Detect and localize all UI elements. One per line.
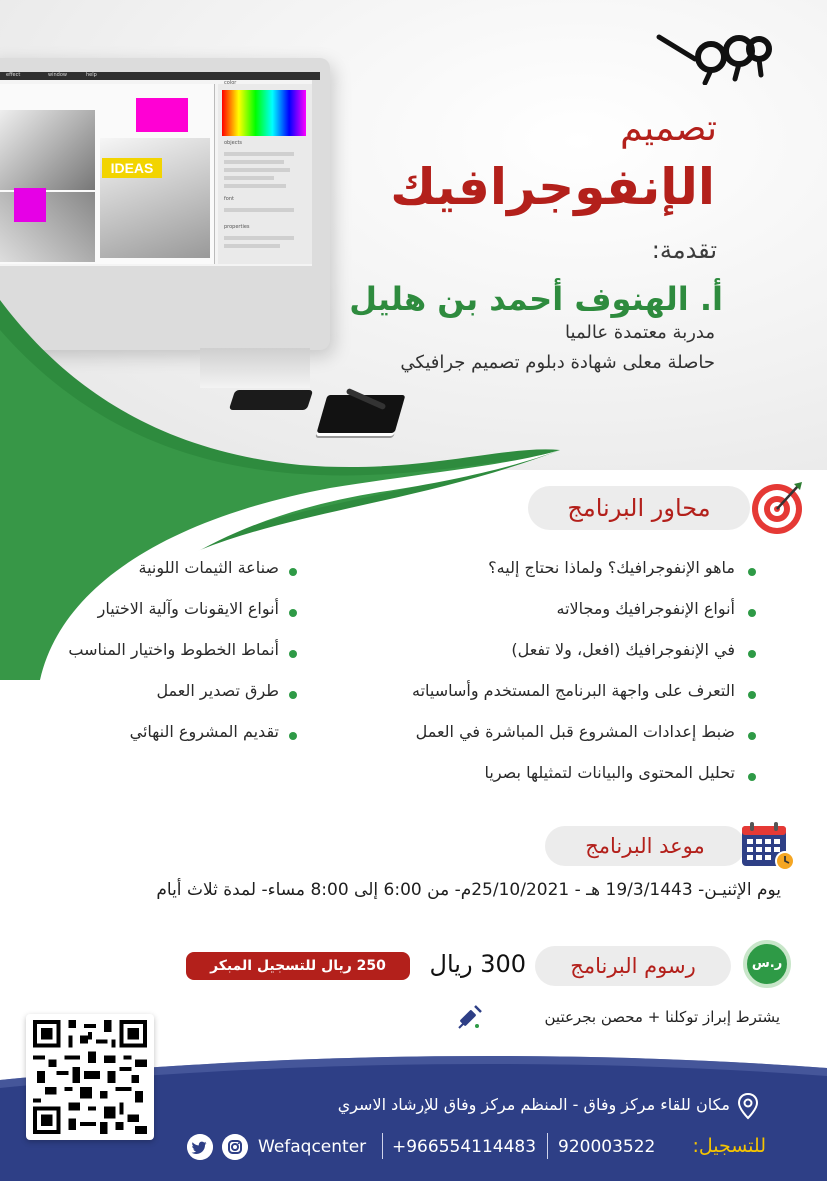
program-price: 300 ريال: [429, 950, 526, 978]
panel-label-font: font: [224, 196, 234, 202]
menu-item-help: help: [86, 72, 97, 78]
bullet-icon: [289, 568, 297, 576]
bullet-icon: [289, 650, 297, 658]
divider: [382, 1133, 383, 1159]
topic-item: أنواع الإنفوجرافيك ومجالاته: [556, 599, 735, 618]
panel-label-color: color: [224, 80, 237, 86]
instagram-icon[interactable]: [222, 1134, 248, 1160]
currency-coin-icon: [743, 940, 791, 988]
schedule-section-title: موعد البرنامج: [545, 826, 745, 866]
canvas-ideas-block: IDEAS: [102, 158, 162, 178]
topic-item: أنماط الخطوط واختيار المناسب: [68, 640, 279, 659]
syringe-icon: [455, 1002, 485, 1032]
bullet-icon: [289, 691, 297, 699]
fees-section-title: رسوم البرنامج: [535, 946, 731, 986]
location-pin-icon: [736, 1092, 760, 1120]
axes-section-title: محاور البرنامج: [528, 486, 750, 530]
notebook-image: [317, 395, 406, 433]
monitor-menubar: [0, 72, 320, 80]
bullet-icon: [748, 609, 756, 617]
topic-item: طرق تصدير العمل: [156, 681, 279, 700]
panel-label-objects: objects: [224, 140, 243, 146]
schedule-details: يوم الإثنيـن- 19/3/1443 هـ - 25/10/2021م- من 6:00 إلى 8:00 مساء- لمدة ثلاث أيام: [156, 880, 781, 900]
register-label: للتسجيل:: [692, 1135, 766, 1157]
topic-item: في الإنفوجرافيك (افعل، ولا تفعل): [511, 640, 735, 659]
topic-item: ضبط إعدادات المشروع قبل المباشرة في العمل: [415, 722, 735, 741]
panel-label-properties: properties: [224, 224, 250, 230]
title-infographic: الإنفوجرافيك: [390, 158, 715, 216]
presenter-credential: مدربة معتمدة عالميا: [565, 322, 715, 343]
bullet-icon: [748, 773, 756, 781]
topic-item: التعرف على واجهة البرنامج المستخدم وأساسياته: [411, 681, 735, 700]
bullet-icon: [748, 568, 756, 576]
wefaq-logo: [655, 25, 775, 85]
divider: [547, 1133, 548, 1159]
menu-item-window: window: [48, 72, 67, 78]
bullet-icon: [289, 609, 297, 617]
phone-number-primary[interactable]: 920003522: [558, 1137, 656, 1157]
canvas-pink-block: [136, 98, 188, 132]
calendar-icon: [740, 820, 796, 872]
phone-image: [229, 390, 313, 410]
canvas-photo: [0, 110, 95, 190]
bullet-icon: [748, 732, 756, 740]
venue-info: مكان للقاء مركز وفاق - المنظم مركز وفاق للإرشاد الاسري: [337, 1095, 730, 1114]
topic-item: تحليل المحتوى والبيانات لتمثيلها بصريا: [484, 763, 735, 782]
presenter-credential: حاصلة معلى شهادة دبلوم تصميم جرافيكي: [400, 352, 715, 373]
phone-number-mobile[interactable]: +966554114483: [392, 1137, 537, 1157]
title-design: تصميم: [620, 108, 717, 149]
topic-item: صناعة الثيمات اللونية: [138, 558, 279, 577]
early-registration-badge: 250 ريال للتسجيل المبكر: [186, 952, 410, 980]
presents-label: تقدمة:: [651, 236, 717, 264]
canvas-photo: [100, 138, 210, 258]
social-handle[interactable]: Wefaqcenter: [258, 1137, 367, 1157]
target-icon: [748, 478, 806, 536]
topic-item: أنواع الايقونات وآلية الاختيار: [97, 599, 279, 618]
bullet-icon: [748, 691, 756, 699]
vaccine-requirement: يشترط إبراز توكلنا + محصن بجرعتين: [544, 1008, 780, 1026]
bullet-icon: [289, 732, 297, 740]
currency-symbol: ر.س: [751, 956, 783, 971]
topic-item: تقديم المشروع النهائي: [129, 722, 279, 741]
presenter-name: أ. الهنوف أحمد بن هليل: [349, 280, 723, 318]
qr-code[interactable]: [32, 1020, 148, 1134]
topic-item: ماهو الإنفوجرافيك؟ ولماذا نحتاج إليه؟: [488, 558, 735, 577]
menu-item-effect: effect: [6, 72, 21, 78]
canvas-pink-block: [14, 188, 46, 222]
color-spectrum: [222, 90, 306, 136]
bullet-icon: [748, 650, 756, 658]
twitter-icon[interactable]: [187, 1134, 213, 1160]
